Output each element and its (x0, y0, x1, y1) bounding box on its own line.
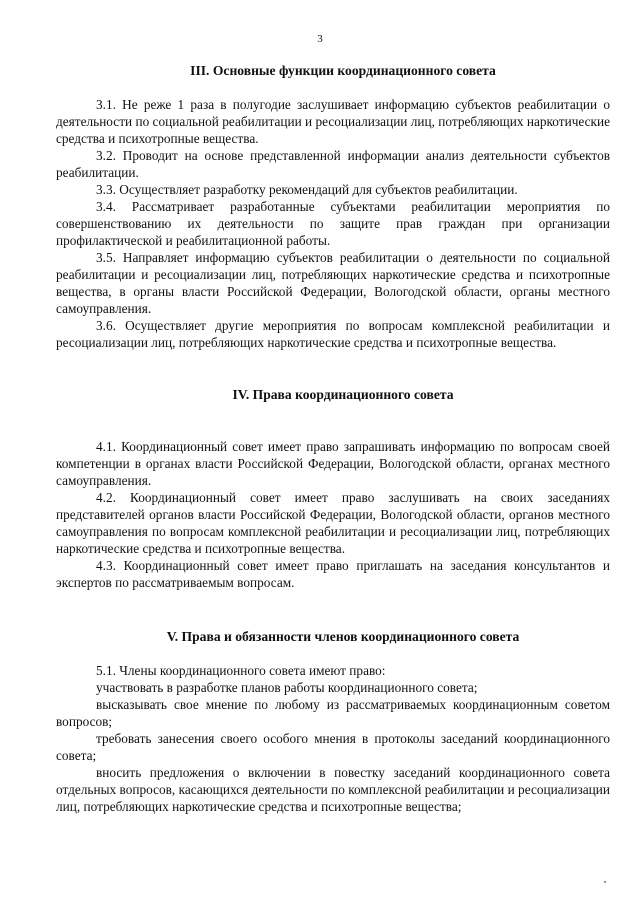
paragraph-4-1: 4.1. Координационный совет имеет право запрашивать информацию по вопросам своей компетенции в органах власти Российской Федерации, Вологодской области, органах местного самоуправления. (56, 439, 610, 488)
paragraph-4-2: 4.2. Координационный совет имеет право заслушивать на своих заседаниях представителей органов власти Российской Федерации, Вологодской области, органов местного самоуправления по вопросам комплексной реабилитации и ресоциализации лиц, потребляющих наркотические средства и психотропные вещества. (56, 490, 610, 556)
paragraph-5-1-item-3: требовать занесения своего особого мнения в протоколы заседаний координационного совета; (56, 731, 610, 763)
paragraph-3-5: 3.5. Направляет информацию субъектов реабилитации о деятельности по социальной реабилитации и ресоциализации лиц, потребляющих наркотические средства и психотропные вещества, в органы власти Российской Федерации, Вологодской области, органы местного самоуправления. (56, 250, 610, 316)
section-4-heading: IV. Права координационного совета (232, 387, 454, 402)
paragraph-3-4: 3.4. Рассматривает разработанные субъектами реабилитации мероприятия по совершенствованию их деятельности по защите прав граждан при организации профилактической и реабилитационной работы. (56, 199, 610, 248)
scan-artifact (604, 881, 606, 883)
paragraph-3-3: 3.3. Осуществляет разработку рекомендаций для субъектов реабилитации. (96, 182, 518, 197)
section-3-heading: III. Основные функции координационного совета (190, 63, 496, 78)
paragraph-3-1: 3.1. Не реже 1 раза в полугодие заслушивает информацию субъектов реабилитации о деятельности по социальной реабилитации и ресоциализации лиц, потребляющих наркотические средства и психотропные вещества. (56, 97, 610, 146)
paragraph-3-6: 3.6. Осуществляет другие мероприятия по вопросам комплексной реабилитации и ресоциализации лиц, потребляющих наркотические средства и психотропные вещества. (56, 318, 610, 350)
section-5-body (56, 662, 610, 815)
section-3-body (56, 96, 610, 351)
paragraph-5-1: 5.1. Члены координационного совета имеют право: (96, 663, 386, 678)
section-4-body (56, 438, 610, 591)
paragraph-5-1-item-1: участвовать в разработке планов работы координационного совета; (96, 680, 478, 695)
paragraph-3-2: 3.2. Проводит на основе представленной информации анализ деятельности субъектов реабилитации. (56, 148, 610, 180)
section-5-heading: V. Права и обязанности членов координационного совета (166, 629, 520, 644)
page-number: 3 (317, 33, 323, 45)
paragraph-5-1-item-4: вносить предложения о включении в повестку заседаний координационного совета отдельных вопросов, касающихся деятельности по комплексной реабилитации и ресоциализации лиц, потребляющих наркотические средства и психотропные вещества; (56, 765, 610, 814)
paragraph-5-1-item-2: высказывать свое мнение по любому из рассматриваемых координационным советом вопросов; (56, 697, 610, 729)
paragraph-4-3: 4.3. Координационный совет имеет право приглашать на заседания консультантов и экспертов по рассматриваемым вопросам. (56, 558, 610, 590)
